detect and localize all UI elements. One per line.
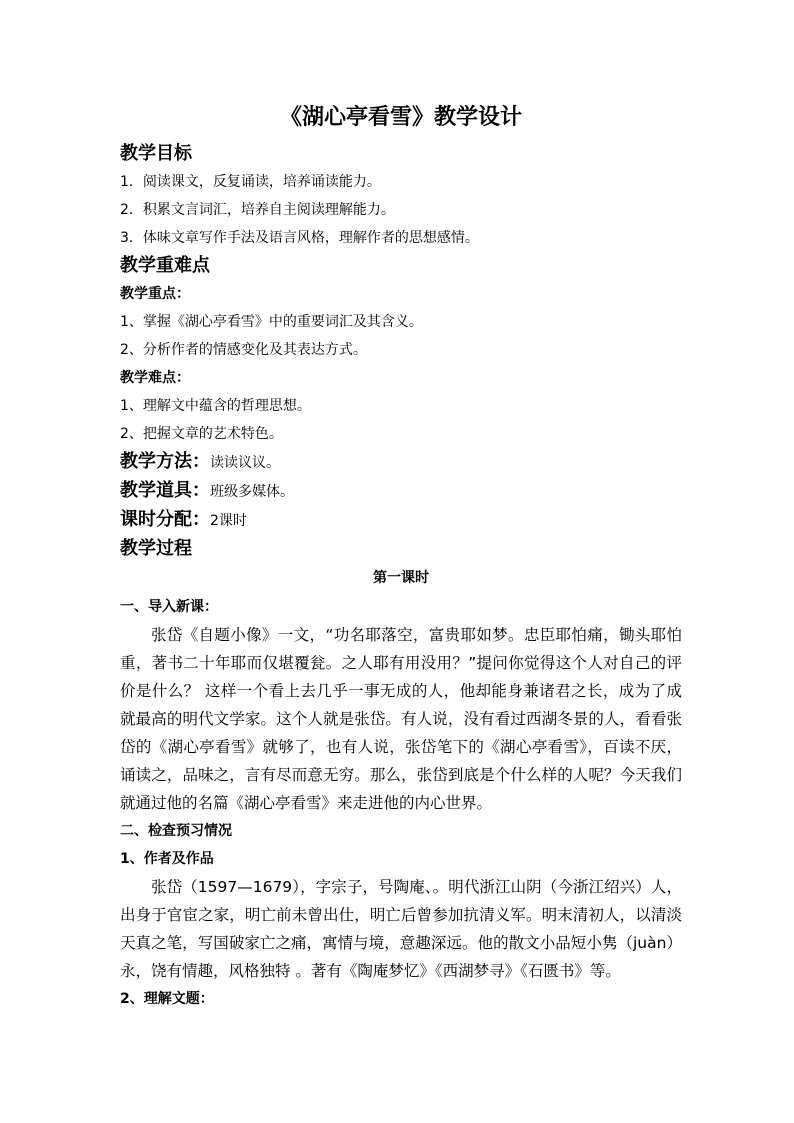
- method-row: [120, 448, 682, 477]
- section1-heading: 一、导入新课：: [120, 599, 218, 615]
- difficulty-item-2: 2、把握文章的艺术特色。: [120, 426, 283, 442]
- hours-row: [120, 506, 682, 535]
- objective-item-1: 1．阅读课文，反复诵读，培养诵读能力。: [120, 174, 381, 190]
- difficulty-item-1: 1、理解文中蕴含的哲理思想。: [120, 398, 311, 414]
- hours-label: 课时分配：: [120, 509, 210, 530]
- tools-row: [120, 477, 682, 506]
- process-heading: 教学过程: [120, 538, 192, 559]
- tools-label: 教学道具：: [120, 480, 210, 501]
- method-value: 读读议议。: [210, 455, 280, 471]
- hours-value: 2课时: [210, 513, 247, 529]
- focus-item-2: 2、分析作者的情感变化及其表达方式。: [120, 342, 367, 358]
- lesson-title: 第一课时: [373, 570, 429, 586]
- section2-sub2-heading: 2、理解文题：: [120, 991, 214, 1007]
- document-page: [120, 96, 682, 1013]
- method-label: 教学方法：: [120, 451, 210, 472]
- tools-value: 班级多媒体。: [210, 484, 294, 500]
- key-points-heading: 教学重难点: [120, 255, 210, 276]
- focus-label: 教学重点：: [120, 286, 190, 302]
- document-title: 《湖心亭看雪》教学设计: [279, 105, 522, 130]
- section2-heading: 二、检查预习情况: [120, 823, 232, 839]
- difficulty-label: 教学难点：: [120, 370, 190, 386]
- section1-paragraph: 张岱《自题小像》一文，“功名耶落空，富贵耶如梦。忠臣耶怕痛，锄头耶怕重，著书二十年耶而仅堪覆瓮。之人耶有用没用？”提问你觉得这个人对自己的评价是什么？ 这样一个看上去几乎一事无成的人，他却能身兼诸君之长，成为了成就最高的明代文学家。这个人就是张岱。有人说，没有看过西湖冬景的人，看看张岱的《湖心亭看雪》就够了，也有人说，张岱笔下的《湖心亭看雪》，百读不厌，诵读之，品味之，言有尽而意无穷。那么，张岱到底是个什么样的人呢？今天我们就通过他的名篇《湖心亭看雪》来走进他的内心世界。: [120, 626, 682, 812]
- objective-item-2: 2．积累文言词汇，培养自主阅读理解能力。: [120, 202, 395, 218]
- section2-sub1-heading: 1、作者及作品: [120, 851, 214, 867]
- focus-item-1: 1、掌握《湖心亭看雪》中的重要词汇及其含义。: [120, 314, 423, 330]
- section2-sub1-paragraph: 张岱（1597—1679），字宗子，号陶庵、。明代浙江山阴（今浙江绍兴）人，出身于官宦之家，明亡前未曾出仕，明亡后曾参加抗清义军。明末清初人，以清淡天真之笔，写国破家亡之痛，寓情与境，意趣深远。他的散文小品短小隽（juàn）永，饶有情趣，风格独特 。著有《陶庵梦忆》《西湖梦寻》《石匮书》等。: [120, 878, 682, 980]
- objective-item-3: 3．体味文章写作手法及语言风格，理解作者的思想感情。: [120, 230, 479, 246]
- objectives-heading: 教学目标: [120, 143, 192, 164]
